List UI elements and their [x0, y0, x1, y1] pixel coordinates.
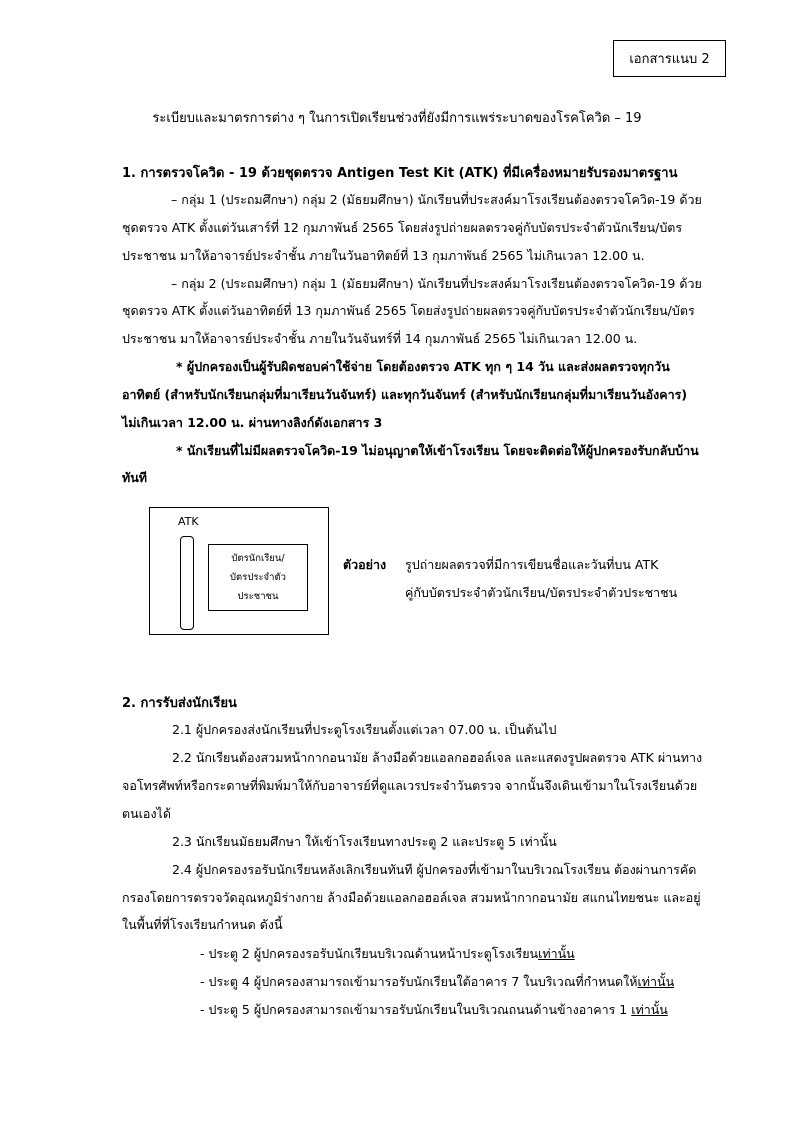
section1-note: * ผู้ปกครองเป็นผู้รับผิดชอบค่าใช้จ่าย โดยต้องตรวจ ATK ทุก ๆ 14 วัน และส่งผลตรวจทุกวัน	[176, 359, 670, 374]
section2-heading: 2. การรับส่งนักเรียน	[122, 696, 237, 711]
section2-line: กรองโดยการตรวจวัดอุณหภูมิร่างกาย ล้างมือด้วยแอลกอฮอล์เจล สวมหน้ากากอนามัย สแกนไทยชนะ และอยู่	[122, 890, 701, 905]
gate-text: - ประตู 4 ผู้ปกครองสามารถเข้ามารอรับนักเรียนใต้อาคาร 7 ในบริเวณที่กำหนดให้	[200, 974, 638, 989]
section1-line: ประชาชน มาให้อาจารย์ประจำชั้น ภายในวันอาทิตย์ที่ 13 กุมภาพันธ์ 2565 ไม่เกินเวลา 12.00 น.	[122, 248, 645, 263]
atk-test-strip	[180, 536, 194, 630]
section1-line: ประชาชน มาให้อาจารย์ประจำชั้น ภายในวันจันทร์ที่ 14 กุมภาพันธ์ 2565 ไม่เกินเวลา 12.00 น.	[122, 331, 638, 346]
id-card-line: บัตรนักเรียน/	[231, 553, 285, 564]
gate-item	[200, 1001, 668, 1019]
section1-line: – กลุ่ม 2 (ประถมศึกษา) กลุ่ม 1 (มัธยมศึกษา) นักเรียนที่ประสงค์มาโรงเรียนต้องตรวจโควิด-19 ด้วย	[171, 276, 702, 291]
section1-line: ชุดตรวจ ATK ตั้งแต่วันอาทิตย์ที่ 13 กุมภาพันธ์ 2565 โดยส่งรูปถ่ายผลตรวจคู่กับบัตรประจำตัวนักเรียน/บัตร	[122, 303, 695, 318]
section2-line: 2.3 นักเรียนมัธยมศึกษา ให้เข้าโรงเรียนทางประตู 2 และประตู 5 เท่านั้น	[172, 834, 557, 849]
gate-item	[200, 973, 674, 991]
section2-line: 2.1 ผู้ปกครองส่งนักเรียนที่ประตูโรงเรียนตั้งแต่เวลา 07.00 น. เป็นต้นไป	[172, 722, 557, 737]
section1-line: ชุดตรวจ ATK ตั้งแต่วันเสาร์ที่ 12 กุมภาพันธ์ 2565 โดยส่งรูปถ่ายผลตรวจคู่กับบัตรประจำตัวนักเรียน/บัตร	[122, 220, 683, 235]
attachment-tag	[613, 40, 726, 77]
section1-note: ไม่เกินเวลา 12.00 น. ผ่านทางลิงก์ดังเอกสาร 3	[122, 415, 383, 430]
section2-line: จอโทรศัพท์หรือกระดาษที่พิมพ์มาให้กับอาจารย์ที่ดูแลเวรประจำวันตรวจ จากนั้นจึงเดินเข้ามาในโรงเรียนด้วย	[122, 778, 698, 793]
attachment-tag-label: เอกสารแนบ 2	[629, 52, 710, 67]
example-caption-line: คู่กับบัตรประจำตัวนักเรียน/บัตรประจำตัวประชาชน	[405, 585, 678, 600]
document-title: ระเบียบและมาตรการต่าง ๆ ในการเปิดเรียนช่วงที่ยังมีการแพร่ระบาดของโรคโควิด – 19	[152, 111, 642, 126]
id-card-line: บัตรประจำตัว	[230, 572, 286, 583]
example-caption-line: รูปถ่ายผลตรวจที่มีการเขียนชื่อและวันที่บน ATK	[405, 557, 659, 572]
section2-line: 2.4 ผู้ปกครองรอรับนักเรียนหลังเลิกเรียนทันที ผู้ปกครองที่เข้ามาในบริเวณโรงเรียน ต้องผ่านการคัด	[172, 862, 697, 877]
section2-line: 2.2 นักเรียนต้องสวมหน้ากากอนามัย ล้างมือด้วยแอลกอฮอล์เจล และแสดงรูปผลตรวจ ATK ผ่านทาง	[172, 750, 703, 765]
gate-emphasis: เท่านั้น	[631, 1002, 668, 1017]
example-caption-label: ตัวอย่าง	[343, 557, 387, 572]
id-card-line: ประชาชน	[237, 591, 279, 602]
gate-text: - ประตู 5 ผู้ปกครองสามารถเข้ามารอรับนักเรียนในบริเวณถนนด้านข้างอาคาร 1	[200, 1002, 632, 1017]
section2-line: ตนเองได้	[122, 806, 171, 821]
gate-emphasis: เท่านั้น	[538, 946, 575, 961]
gate-item	[200, 945, 575, 963]
section1-line: – กลุ่ม 1 (ประถมศึกษา) กลุ่ม 2 (มัธยมศึกษา) นักเรียนที่ประสงค์มาโรงเรียนต้องตรวจโควิด-19 ด้วย	[171, 192, 702, 207]
gate-text: - ประตู 2 ผู้ปกครองรอรับนักเรียนบริเวณด้านหน้าประตูโรงเรียน	[200, 946, 539, 961]
section1-note: อาทิตย์ (สำหรับนักเรียนกลุ่มที่มาเรียนวันจันทร์) และทุกวันจันทร์ (สำหรับนักเรียนกลุ่มที่มาเรียนวันอังคาร)	[122, 387, 688, 402]
section1-note: * นักเรียนที่ไม่มีผลตรวจโควิด-19 ไม่อนุญาตให้เข้าโรงเรียน โดยจะติดต่อให้ผู้ปกครองรับกลับบ้าน	[176, 443, 699, 458]
id-card-box	[208, 544, 308, 611]
section2-line: ในพื้นที่ที่โรงเรียนกำหนด ดังนี้	[122, 917, 283, 932]
atk-label: ATK	[178, 515, 199, 528]
section1-heading: 1. การตรวจโควิด - 19 ด้วยชุดตรวจ Antigen Test Kit (ATK) ที่มีเครื่องหมายรับรองมาตรฐาน	[122, 166, 678, 181]
gate-emphasis: เท่านั้น	[637, 974, 675, 989]
section1-note: ทันที	[122, 470, 148, 485]
